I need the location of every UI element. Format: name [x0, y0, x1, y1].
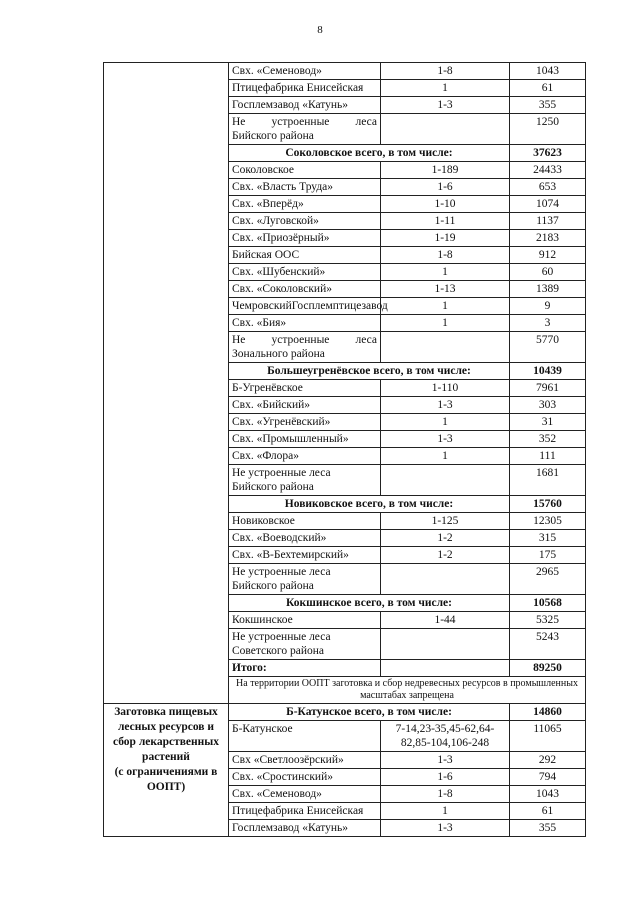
- quarter-numbers: 1: [381, 448, 510, 465]
- enterprise-name: Б-Катунское: [229, 721, 381, 752]
- quarter-numbers: 1-8: [381, 247, 510, 264]
- area-value: 1137: [510, 213, 586, 230]
- area-value: 111: [510, 448, 586, 465]
- activity-type-line: растений: [142, 751, 190, 763]
- subtotal-label: Б-Катунское всего, в том числе:: [229, 704, 510, 721]
- quarter-numbers: 1-110: [381, 380, 510, 397]
- quarter-numbers: 1: [381, 803, 510, 820]
- enterprise-name: Не устроенные леса Советского района: [229, 629, 381, 660]
- enterprise-name: Новиковское: [229, 513, 381, 530]
- area-value: 1043: [510, 63, 586, 80]
- quarter-numbers: 1-8: [381, 786, 510, 803]
- subtotal-row: [104, 704, 586, 721]
- area-value: 61: [510, 803, 586, 820]
- area-value: 2965: [510, 564, 586, 595]
- enterprise-name: Птицефабрика Енисейская: [229, 80, 381, 97]
- activity-type-line: Заготовка пищевых: [114, 706, 218, 718]
- subtotal-label: Новиковское всего, в том числе:: [229, 496, 510, 513]
- enterprise-name: Свх. «Бийский»: [229, 397, 381, 414]
- enterprise-name: Б-Угренёвское: [229, 380, 381, 397]
- enterprise-name: Не устроенные леса Бийского района: [229, 564, 381, 595]
- area-value: 61: [510, 80, 586, 97]
- enterprise-name: Свх. «Власть Труда»: [229, 179, 381, 196]
- quarter-numbers: [381, 629, 510, 660]
- note-text: На территории ООПТ заготовка и сбор недревесных ресурсов в промышленных масштабах запрещена: [229, 677, 586, 704]
- enterprise-name: Свх. «Вперёд»: [229, 196, 381, 213]
- quarter-numbers: 1-3: [381, 431, 510, 448]
- enterprise-name: Свх. «В-Бехтемирский»: [229, 547, 381, 564]
- quarter-numbers: 1-13: [381, 281, 510, 298]
- enterprise-name: Свх. «Соколовский»: [229, 281, 381, 298]
- enterprise-name: Свх. «Воеводский»: [229, 530, 381, 547]
- area-value: 1074: [510, 196, 586, 213]
- quarter-numbers: 1-3: [381, 97, 510, 114]
- quarter-numbers: [381, 114, 510, 145]
- area-value: 1681: [510, 465, 586, 496]
- area-value: 653: [510, 179, 586, 196]
- subtotal-area: 10439: [510, 363, 586, 380]
- enterprise-name: Соколовское: [229, 162, 381, 179]
- area-value: 9: [510, 298, 586, 315]
- table-row: [104, 63, 586, 80]
- enterprise-name: Госплемзавод «Катунь»: [229, 820, 381, 837]
- area-value: 24433: [510, 162, 586, 179]
- enterprise-name: Птицефабрика Енисейская: [229, 803, 381, 820]
- subtotal-label: Соколовское всего, в том числе:: [229, 145, 510, 162]
- subtotal-label: Большеугренёвское всего, в том числе:: [229, 363, 510, 380]
- enterprise-name: Свх. «Промышленный»: [229, 431, 381, 448]
- enterprise-name: Не устроенные леса Бийского района: [229, 465, 381, 496]
- quarter-numbers: 1: [381, 298, 510, 315]
- grand-total-quarters: [381, 660, 510, 677]
- area-value: 1250: [510, 114, 586, 145]
- quarter-numbers: 1-44: [381, 612, 510, 629]
- area-value: 1389: [510, 281, 586, 298]
- enterprise-name: Свх. «Бия»: [229, 315, 381, 332]
- area-value: 60: [510, 264, 586, 281]
- activity-type-line: ООПТ): [146, 781, 186, 793]
- quarter-numbers: 1-6: [381, 769, 510, 786]
- quarter-numbers: 1-6: [381, 179, 510, 196]
- activity-type-line: сбор лекарственных: [112, 736, 220, 748]
- subtotal-area: 10568: [510, 595, 586, 612]
- area-value: 7961: [510, 380, 586, 397]
- quarter-numbers: 1-2: [381, 530, 510, 547]
- enterprise-name: Свх. «Луговской»: [229, 213, 381, 230]
- quarter-numbers: 1-2: [381, 547, 510, 564]
- activity-type-line: лесных ресурсов и: [117, 721, 215, 733]
- area-value: 352: [510, 431, 586, 448]
- subtotal-label: Кокшинское всего, в том числе:: [229, 595, 510, 612]
- area-value: 175: [510, 547, 586, 564]
- enterprise-name: Свх. «Семеновод»: [229, 786, 381, 803]
- area-value: 12305: [510, 513, 586, 530]
- area-value: 5770: [510, 332, 586, 363]
- quarter-numbers: 1: [381, 414, 510, 431]
- area-value: 912: [510, 247, 586, 264]
- area-value: 31: [510, 414, 586, 431]
- activity-type-cell-empty: [104, 63, 229, 704]
- area-value: 355: [510, 97, 586, 114]
- quarter-numbers: 1-19: [381, 230, 510, 247]
- quarter-numbers: 1-125: [381, 513, 510, 530]
- quarter-numbers: 1: [381, 264, 510, 281]
- area-value: 292: [510, 752, 586, 769]
- area-value: 11065: [510, 721, 586, 752]
- enterprise-name: Не устроенные леса Бийского района: [229, 114, 381, 145]
- enterprise-name: Свх. «Флора»: [229, 448, 381, 465]
- quarter-numbers: [381, 332, 510, 363]
- area-value: 3: [510, 315, 586, 332]
- quarter-numbers: 1: [381, 80, 510, 97]
- activity-type-cell: [104, 704, 229, 837]
- area-value: 1043: [510, 786, 586, 803]
- quarter-numbers: 1-3: [381, 820, 510, 837]
- enterprise-name: Не устроенные леса Зонального района: [229, 332, 381, 363]
- enterprise-name: Госплемзавод «Катунь»: [229, 97, 381, 114]
- enterprise-name: Свх «Светлоозёрский»: [229, 752, 381, 769]
- quarter-numbers: 1: [381, 315, 510, 332]
- quarter-numbers: 1-3: [381, 752, 510, 769]
- page-number: 8: [317, 24, 323, 36]
- grand-total-area: 89250: [510, 660, 586, 677]
- forest-resources-table: [103, 62, 586, 837]
- quarter-numbers: [381, 564, 510, 595]
- quarter-numbers: 1-11: [381, 213, 510, 230]
- subtotal-area: 15760: [510, 496, 586, 513]
- quarter-numbers: 7-14,23-35,45-62,64-82,85-104,106-248: [381, 721, 510, 752]
- enterprise-name: ЧемровскийГосплемптицезавод: [229, 298, 381, 315]
- area-value: 794: [510, 769, 586, 786]
- area-value: 5243: [510, 629, 586, 660]
- enterprise-name: Свх. «Приозёрный»: [229, 230, 381, 247]
- quarter-numbers: 1-3: [381, 397, 510, 414]
- grand-total-label: Итого:: [229, 660, 381, 677]
- area-value: 5325: [510, 612, 586, 629]
- subtotal-area: 14860: [510, 704, 586, 721]
- enterprise-name: Свх. «Шубенский»: [229, 264, 381, 281]
- activity-type-line: (с ограничениями в: [114, 766, 218, 778]
- area-value: 355: [510, 820, 586, 837]
- enterprise-name: Кокшинское: [229, 612, 381, 629]
- enterprise-name: Свх. «Сростинский»: [229, 769, 381, 786]
- quarter-numbers: 1-10: [381, 196, 510, 213]
- quarter-numbers: [381, 465, 510, 496]
- enterprise-name: Свх. «Угренёвский»: [229, 414, 381, 431]
- quarter-numbers: 1-189: [381, 162, 510, 179]
- area-value: 315: [510, 530, 586, 547]
- enterprise-name: Свх. «Семеновод»: [229, 63, 381, 80]
- area-value: 2183: [510, 230, 586, 247]
- subtotal-area: 37623: [510, 145, 586, 162]
- area-value: 303: [510, 397, 586, 414]
- enterprise-name: Бийская ООС: [229, 247, 381, 264]
- quarter-numbers: 1-8: [381, 63, 510, 80]
